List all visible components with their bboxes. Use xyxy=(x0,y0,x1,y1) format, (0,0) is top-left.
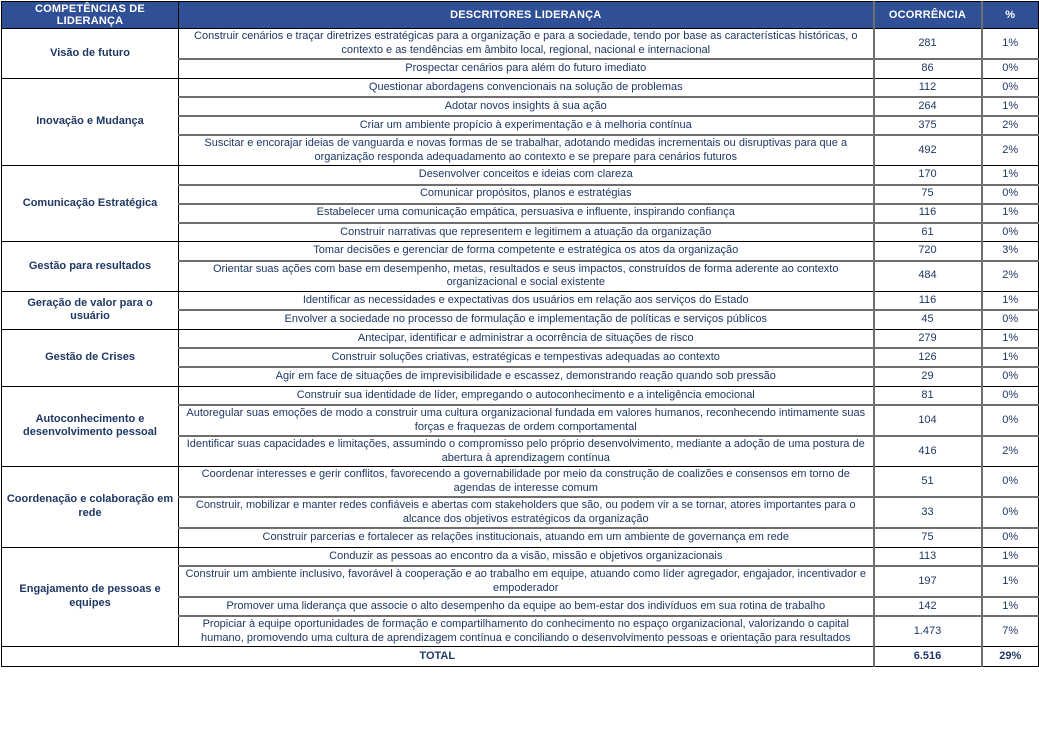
descriptor-cell: Construir parcerias e fortalecer as relações institucionais, atuando em um ambiente de governança em rede xyxy=(179,528,874,547)
table-row xyxy=(2,291,1039,310)
competency-cell: Coordenação e colaboração em rede xyxy=(2,467,179,548)
occurrence-cell: 197 xyxy=(874,566,982,597)
descriptor-cell: Propiciar à equipe oportunidades de formação e compartilhamento do conhecimento no espaço organizacional, valorizando o capital humano, promovendo uma cultura de aprendizagem contínua e conciliando o desenvolvimento pessoas e orientação para resultados xyxy=(179,616,874,647)
descriptor-cell: Autoregular suas emoções de modo a construir uma cultura organizacional fundada em valores humanos, reconhecendo intimamente suas forças e fraquezas de ordem comportamental xyxy=(179,405,874,436)
descriptor-cell: Construir sua identidade de líder, empregando o autoconhecimento e a inteligência emocional xyxy=(179,386,874,405)
occurrence-cell: 264 xyxy=(874,97,982,116)
table-row xyxy=(2,547,1039,566)
percent-cell: 3% xyxy=(982,242,1039,261)
percent-cell: 0% xyxy=(982,367,1039,386)
occurrence-cell: 484 xyxy=(874,261,982,292)
occurrence-cell: 170 xyxy=(874,166,982,185)
percent-cell: 2% xyxy=(982,116,1039,135)
percent-cell: 1% xyxy=(982,329,1039,348)
occurrence-cell: 112 xyxy=(874,78,982,97)
percent-cell: 1% xyxy=(982,348,1039,367)
percent-cell: 0% xyxy=(982,78,1039,97)
header-ocorrencia: OCORRÊNCIA xyxy=(874,2,982,29)
table-row xyxy=(2,329,1039,348)
percent-cell: 1% xyxy=(982,204,1039,223)
competency-cell: Inovação e Mudança xyxy=(2,78,179,166)
total-occurrence: 6.516 xyxy=(874,647,982,667)
occurrence-cell: 86 xyxy=(874,59,982,78)
table-row xyxy=(2,29,1039,60)
total-percent: 29% xyxy=(982,647,1039,667)
descriptor-cell: Tomar decisões e gerenciar de forma competente e estratégica os atos da organização xyxy=(179,242,874,261)
occurrence-cell: 33 xyxy=(874,497,982,528)
percent-cell: 0% xyxy=(982,185,1039,204)
percent-cell: 1% xyxy=(982,597,1039,616)
occurrence-cell: 61 xyxy=(874,223,982,242)
occurrence-cell: 375 xyxy=(874,116,982,135)
occurrence-cell: 116 xyxy=(874,204,982,223)
descriptor-cell: Antecipar, identificar e administrar a ocorrência de situações de risco xyxy=(179,329,874,348)
percent-cell: 1% xyxy=(982,566,1039,597)
descriptor-cell: Criar um ambiente propício à experimentação e à melhoria contínua xyxy=(179,116,874,135)
percent-cell: 2% xyxy=(982,436,1039,467)
table-row xyxy=(2,467,1039,498)
descriptor-cell: Comunicar propósitos, planos e estratégias xyxy=(179,185,874,204)
occurrence-cell: 45 xyxy=(874,310,982,329)
occurrence-cell: 113 xyxy=(874,547,982,566)
descriptor-cell: Adotar novos insights à sua ação xyxy=(179,97,874,116)
header-row xyxy=(2,2,1039,29)
competency-cell: Gestão para resultados xyxy=(2,242,179,292)
descriptor-cell: Conduzir as pessoas ao encontro da a visão, missão e objetivos organizacionais xyxy=(179,547,874,566)
table-footer xyxy=(2,647,1039,667)
competency-cell: Engajamento de pessoas e equipes xyxy=(2,547,179,647)
competency-cell: Comunicação Estratégica xyxy=(2,166,179,242)
percent-cell: 2% xyxy=(982,261,1039,292)
percent-cell: 0% xyxy=(982,59,1039,78)
descriptor-cell: Construir, mobilizar e manter redes confiáveis e abertas com stakeholders que são, ou podem vir a se tornar, atores importantes para o alcance dos objetivos estratégicos da organização xyxy=(179,497,874,528)
occurrence-cell: 81 xyxy=(874,386,982,405)
table-row xyxy=(2,166,1039,185)
header-competencias: COMPETÊNCIAS DE LIDERANÇA xyxy=(2,2,179,29)
occurrence-cell: 416 xyxy=(874,436,982,467)
descriptor-cell: Questionar abordagens convencionais na solução de problemas xyxy=(179,78,874,97)
table-body xyxy=(2,29,1039,647)
percent-cell: 1% xyxy=(982,97,1039,116)
occurrence-cell: 492 xyxy=(874,135,982,166)
descriptor-cell: Coordenar interesses e gerir conflitos, favorecendo a governabilidade por meio da construção de coalizões e consensos em torno de agendas de interesse comum xyxy=(179,467,874,498)
occurrence-cell: 75 xyxy=(874,528,982,547)
occurrence-cell: 281 xyxy=(874,29,982,60)
descriptor-cell: Promover uma liderança que associe o alto desempenho da equipe ao bem-estar dos indivíduos em sua rotina de trabalho xyxy=(179,597,874,616)
percent-cell: 1% xyxy=(982,291,1039,310)
table-row xyxy=(2,242,1039,261)
percent-cell: 1% xyxy=(982,166,1039,185)
occurrence-cell: 116 xyxy=(874,291,982,310)
descriptor-cell: Identificar suas capacidades e limitações, assumindo o compromisso pelo próprio desenvolvimento, mediante a adoção de uma postura de abertura à aprendizagem contínua xyxy=(179,436,874,467)
percent-cell: 1% xyxy=(982,547,1039,566)
percent-cell: 0% xyxy=(982,386,1039,405)
descriptor-cell: Construir cenários e traçar diretrizes estratégicas para a organização e para a sociedade, tendo por base as características históricas, o contexto e as tendências em âmbito local, regional, nacional e internacional xyxy=(179,29,874,60)
descriptor-cell: Construir narrativas que representem e legitimem a atuação da organização xyxy=(179,223,874,242)
percent-cell: 0% xyxy=(982,310,1039,329)
descriptor-cell: Suscitar e encorajar ideias de vanguarda e novas formas de se trabalhar, adotando medidas incrementais ou disruptivas para que a organização responda adequadamento ao contexto e se prepare para cenários futuros xyxy=(179,135,874,166)
percent-cell: 0% xyxy=(982,223,1039,242)
percent-cell: 7% xyxy=(982,616,1039,647)
occurrence-cell: 142 xyxy=(874,597,982,616)
occurrence-cell: 51 xyxy=(874,467,982,498)
descriptor-cell: Construir soluções criativas, estratégicas e tempestivas adequadas ao contexto xyxy=(179,348,874,367)
competency-cell: Autoconhecimento e desenvolvimento pessoal xyxy=(2,386,179,467)
competency-cell: Gestão de Crises xyxy=(2,329,179,386)
descriptor-cell: Agir em face de situações de imprevisibilidade e escassez, demonstrando reação quando sob pressão xyxy=(179,367,874,386)
percent-cell: 2% xyxy=(982,135,1039,166)
competency-table xyxy=(1,1,1039,667)
table-row xyxy=(2,78,1039,97)
header-percent: % xyxy=(982,2,1039,29)
competency-cell: Geração de valor para o usuário xyxy=(2,291,179,329)
percent-cell: 1% xyxy=(982,29,1039,60)
occurrence-cell: 720 xyxy=(874,242,982,261)
table-header xyxy=(2,2,1039,29)
total-row xyxy=(2,647,1039,667)
total-label: TOTAL xyxy=(2,647,874,667)
occurrence-cell: 104 xyxy=(874,405,982,436)
descriptor-cell: Envolver a sociedade no processo de formulação e implementação de políticas e serviços públicos xyxy=(179,310,874,329)
descriptor-cell: Estabelecer uma comunicação empática, persuasiva e influente, inspirando confiança xyxy=(179,204,874,223)
occurrence-cell: 279 xyxy=(874,329,982,348)
descriptor-cell: Construir um ambiente inclusivo, favorável à cooperação e ao trabalho em equipe, atuando como líder agregador, engajador, incentivador e empoderador xyxy=(179,566,874,597)
percent-cell: 0% xyxy=(982,528,1039,547)
competency-cell: Visão de futuro xyxy=(2,29,179,79)
percent-cell: 0% xyxy=(982,497,1039,528)
descriptor-cell: Orientar suas ações com base em desempenho, metas, resultados e seus impactos, construídos de forma aderente ao contexto organizacional e social existente xyxy=(179,261,874,292)
descriptor-cell: Prospectar cenários para além do futuro imediato xyxy=(179,59,874,78)
occurrence-cell: 75 xyxy=(874,185,982,204)
percent-cell: 0% xyxy=(982,467,1039,498)
descriptor-cell: Desenvolver conceitos e ideias com clareza xyxy=(179,166,874,185)
occurrence-cell: 29 xyxy=(874,367,982,386)
occurrence-cell: 1.473 xyxy=(874,616,982,647)
table-row xyxy=(2,386,1039,405)
occurrence-cell: 126 xyxy=(874,348,982,367)
header-descritores: DESCRITORES LIDERANÇA xyxy=(179,2,874,29)
percent-cell: 0% xyxy=(982,405,1039,436)
descriptor-cell: Identificar as necessidades e expectativas dos usuários em relação aos serviços do Estado xyxy=(179,291,874,310)
